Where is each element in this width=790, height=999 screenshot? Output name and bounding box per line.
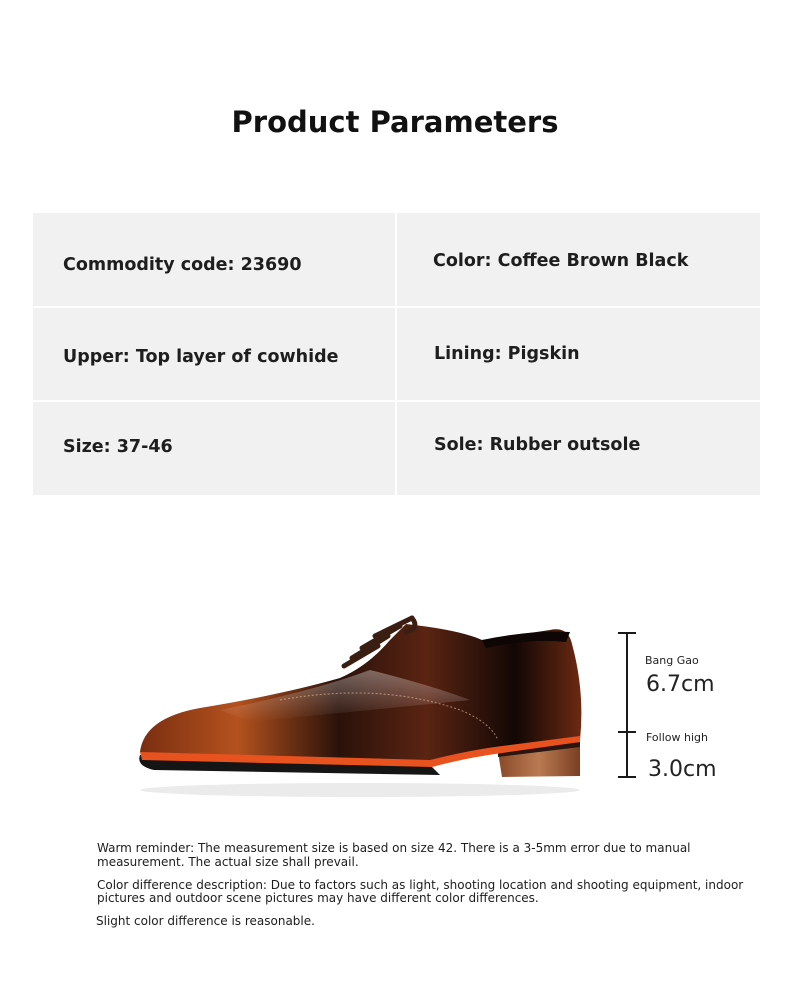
shoe-image [130, 600, 590, 800]
divider [395, 213, 397, 495]
warm-reminder-line-2: measurement. The actual size shall prevail. [97, 855, 359, 869]
color-difference-line-1: Color difference description: Due to factors such as light, shooting location and shooting equipment, indoor [97, 878, 744, 892]
divider [33, 400, 760, 402]
page-title: Product Parameters [231, 105, 559, 139]
color-param: Color: Coffee Brown Black [433, 251, 689, 271]
bang-gao-label: Bang Gao [645, 654, 699, 667]
sole-param: Sole: Rubber outsole [434, 435, 641, 455]
parameters-table [33, 213, 760, 495]
slight-color-note: Slight color difference is reasonable. [96, 914, 315, 928]
follow-high-value: 3.0cm [648, 757, 717, 782]
divider [33, 306, 760, 308]
follow-high-label: Follow high [646, 731, 708, 744]
lining-param: Lining: Pigskin [434, 344, 580, 364]
bang-gao-value: 6.7cm [646, 672, 715, 697]
size-param: Size: 37-46 [63, 437, 173, 457]
color-difference-line-2: pictures and outdoor scene pictures may have different color differences. [97, 891, 539, 905]
measurement-diagram [600, 620, 770, 790]
upper-param: Upper: Top layer of cowhide [63, 347, 339, 367]
commodity-code: Commodity code: 23690 [63, 255, 302, 275]
warm-reminder-line-1: Warm reminder: The measurement size is based on size 42. There is a 3-5mm error due to manual [97, 841, 691, 855]
